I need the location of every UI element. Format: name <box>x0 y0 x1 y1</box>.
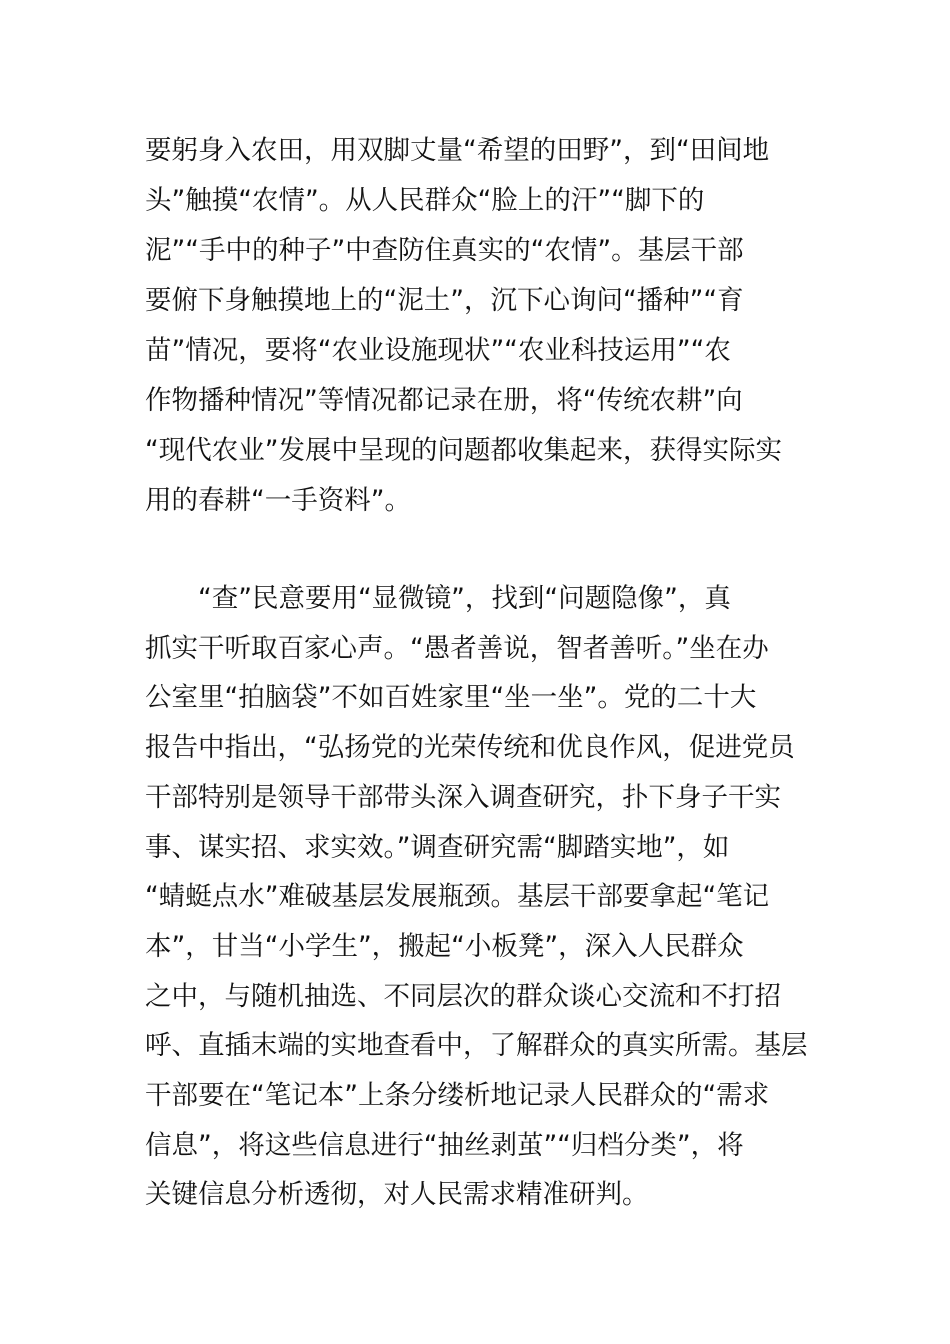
paragraph-line: 苗”情况，要将“农业设施现状”“农业科技运用”“农 <box>145 335 731 366</box>
paragraph-line: 报告中指出，“弘扬党的光荣传统和优良作风，促进党员 <box>145 732 795 763</box>
paragraph-line: 关键信息分析透彻，对人民需求精准研判。 <box>145 1179 649 1210</box>
paragraph-line: 头”触摸“农情”。从人民群众“脸上的汗”“脚下的 <box>145 185 705 216</box>
paragraph-line: 泥”“手中的种子”中查防住真实的“农情”。基层干部 <box>145 235 744 266</box>
paragraph-line: 干部特别是领导干部带头深入调查研究，扑下身子干实 <box>145 782 781 813</box>
paragraph-line: “查”民意要用“显微镜”，找到“问题隐像”，真 <box>198 583 731 614</box>
paragraph-line: “蜻蜓点水”难破基层发展瓶颈。基层干部要拿起“笔记 <box>145 881 770 912</box>
paragraph-line: 抓实干听取百家心声。“愚者善说，智者善听。”坐在办 <box>145 633 769 664</box>
paragraph-line: “现代农业”发展中呈现的问题都收集起来，获得实际实 <box>145 435 782 466</box>
paragraph-line: 呼、直插末端的实地查看中，了解群众的真实所需。基层 <box>145 1030 808 1061</box>
paragraph-line: 干部要在“笔记本”上条分缕析地记录人民群众的“需求 <box>145 1080 770 1111</box>
paragraph-line: 作物播种情况”等情况都记录在册，将“传统农耕”向 <box>145 385 743 416</box>
paragraph-line: 本”，甘当“小学生”，搬起“小板凳”，深入人民群众 <box>145 931 744 962</box>
paragraph-line: 公室里“拍脑袋”不如百姓家里“坐一坐”。党的二十大 <box>145 682 757 713</box>
paragraph-line: 要俯下身触摸地上的“泥土”，沉下心询问“播种”“育 <box>145 285 744 316</box>
paragraph-line: 事、谋实招、求实效。”调查研究需“脚踏实地”，如 <box>145 832 730 863</box>
paragraph-line: 用的春耕“一手资料”。 <box>145 485 411 516</box>
paragraph-line: 之中，与随机抽选、不同层次的群众谈心交流和不打招 <box>145 981 781 1012</box>
paragraph-line: 信息”，将这些信息进行“抽丝剥茧”“归档分类”，将 <box>145 1130 744 1161</box>
paragraph-line: 要躬身入农田，用双脚丈量“希望的田野”，到“田间地 <box>145 135 770 166</box>
